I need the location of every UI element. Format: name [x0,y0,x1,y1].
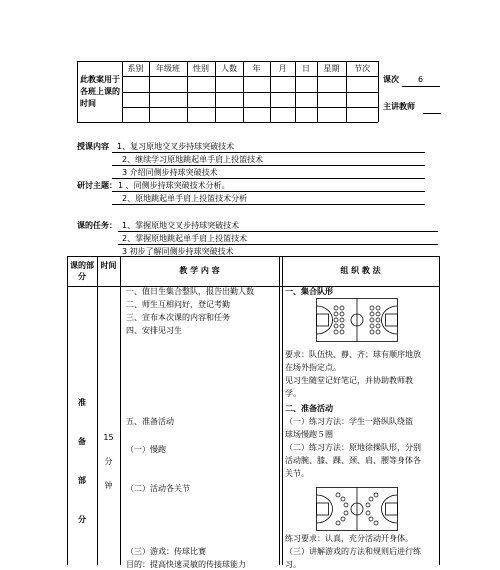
content-line-9: 目的：提高快速灵敏的传接球能力 [126,560,246,569]
basketball-court-diagram-2 [316,487,398,531]
time-unit-1: 分 [104,457,113,466]
part-char-3: 部 [78,476,86,485]
content-line-3: 三、宣布本次课的内容和任务 [126,313,230,322]
col-day: 日 [302,64,310,73]
method-line-5: 学。 [285,389,301,398]
content-line-8: （三）游戏：传球比赛 [126,547,206,556]
method-line-11: 关节。 [285,469,309,478]
task-item-1: 1、掌握原地交叉步持球突破技术 [122,221,240,230]
method-line-7: （一）练习方法：学生一路纵队绕篮 [285,417,413,426]
research-label: 研讨主题： [77,181,117,190]
content-line-6: （一）慢跑 [126,445,166,454]
header-content: 教 学 内 容 [179,266,220,275]
method-line-3: 在场外指定点。 [285,363,341,372]
content-line-5: 五、准备活动 [126,417,174,426]
header-time: 时间 [100,261,117,270]
col-count: 人数 [221,64,237,73]
method-line-4: 见习生随堂记好笔记，并协助教师教 [285,376,413,385]
method-line-8: 球场慢跑５圈 [285,430,333,439]
time-unit-2: 钟 [104,481,113,490]
method-line-10: 活动腕、膝、踝、颈、肩、腰等身体各 [285,456,421,465]
time-value: 15 [103,433,114,442]
content-line-1: 一、值日生集合整队，报告出勤人数 [126,287,254,296]
content-line-7: （二）活动各关节 [126,484,190,493]
col-period: 节次 [354,64,370,73]
col-year: 年 [252,64,261,73]
lesson-value: 6 [418,75,424,84]
task-item-2: 2、掌握原地跳起单手肩上投篮技术 [122,234,248,243]
research-item-1: 1 、同侧步持球突破技术分析。 [118,181,230,190]
basketball-court-diagram-1 [316,298,398,342]
content-label: 授课内容 [77,142,109,151]
method-line-14: 习。 [285,560,301,569]
tasks-label: 课的任务： [77,221,117,230]
content-line-2: 二、师生互相问好，登记考勤 [126,300,230,309]
part-char-2: 备 [78,437,86,446]
col-month: 月 [278,64,287,73]
content-item-1: 1、复习原地交叉步持球突破技术 [117,142,235,151]
method-line-6: 二、准备活动 [285,404,333,413]
part-char-4: 分 [78,515,86,524]
teacher-label: 主讲教师 [383,102,415,111]
content-line-4: 四、安排见习生 [126,326,182,335]
content-item-2: 2、继续学习原地跳起单手肩上投篮技术 [122,155,264,164]
method-line-13: （三）讲解游戏的方法和规则后进行练 [285,547,421,556]
header-part: 课的部分 [70,261,94,281]
method-line-1: 一、集合队形 [285,287,333,296]
content-item-3: 3 介绍同侧步持球突破技术 [122,168,218,177]
col-weekday: 星期 [323,64,340,73]
task-item-3: 3 初步了解同侧步持球突破技术 [122,247,234,256]
part-char-1: 准 [78,398,86,407]
col-grade-class: 年级班 [156,64,180,73]
method-line-2: 要求：队伍快、静、齐；球有顺序地放 [285,350,421,359]
header-method: 组 织 教 法 [340,266,381,275]
lesson-label: 课次 [383,75,399,84]
method-line-12: 练习要求：认真，充分活动开身体。 [285,534,413,543]
research-item-2: 2、原地跳起单手肩上投篮技术分析 [122,194,248,203]
header-row-label: 此教案用于各班上课的时间 [80,75,120,108]
col-gender: 性别 [193,64,209,73]
method-line-9: （二）练习方法：原地徐操队形，分别 [285,443,421,452]
col-dept: 系别 [127,64,144,73]
